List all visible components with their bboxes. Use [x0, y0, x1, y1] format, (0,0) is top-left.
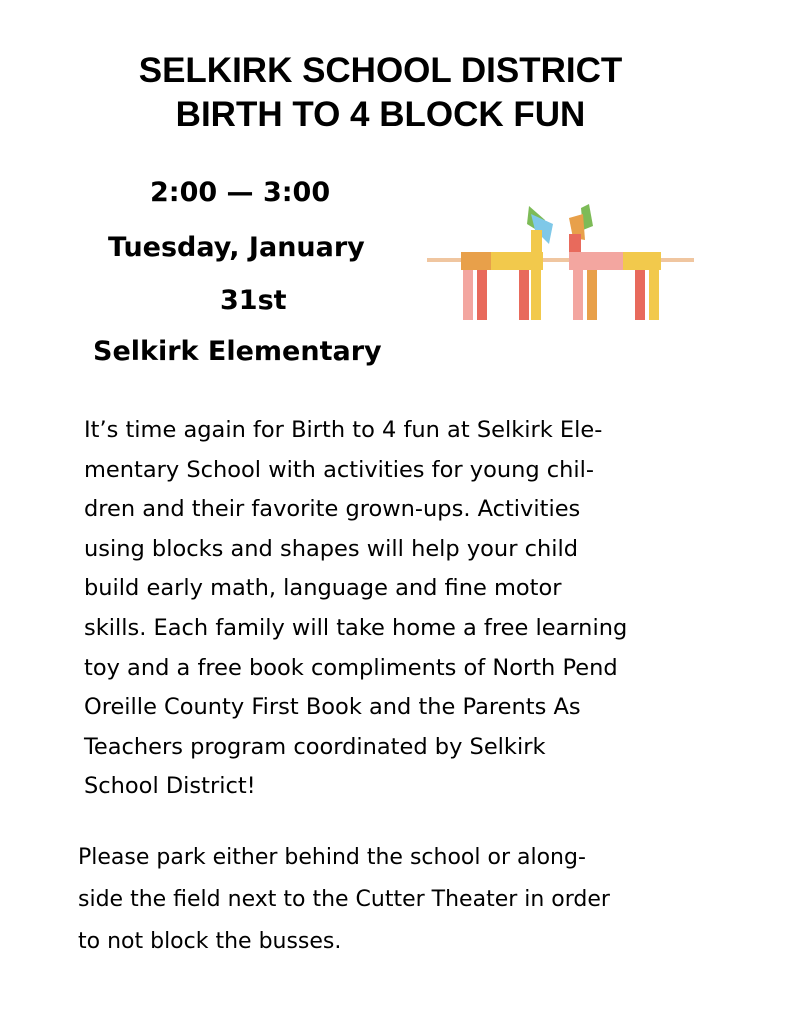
right-block-animal-icon — [569, 204, 661, 320]
description-line: School District! — [84, 773, 256, 800]
description-line: skills. Each family will take home a free learning — [84, 614, 628, 641]
event-date-line1: Tuesday, January — [108, 232, 365, 263]
event-time: 2:00 — 3:00 — [150, 177, 331, 208]
description-line: using blocks and shapes will help your child — [84, 535, 579, 562]
description-line: Teachers program coordinated by Selkirk — [84, 733, 546, 760]
parking-notice — [78, 837, 738, 963]
event-date-line2: 31st — [220, 285, 287, 316]
flyer-title-line2: BIRTH TO 4 BLOCK FUN — [175, 95, 586, 134]
event-description — [84, 411, 724, 807]
wooden-block-animals-illustration — [423, 200, 698, 332]
event-location: Selkirk Elementary — [93, 336, 382, 367]
description-line: Oreille County First Book and the Parents As — [84, 694, 581, 721]
description-line: mentary School with activities for young chil- — [84, 456, 595, 483]
left-block-animal-icon — [461, 206, 553, 320]
parking-line: Please park either behind the school or along- — [78, 845, 586, 870]
description-line: toy and a free book compliments of North Pend — [84, 654, 618, 681]
parking-line: side the field next to the Cutter Theater in order — [78, 887, 610, 912]
description-line: build early math, language and fine motor — [84, 575, 562, 602]
description-line: dren and their favorite grown-ups. Activities — [84, 496, 581, 523]
flyer-title-line1: SELKIRK SCHOOL DISTRICT — [138, 51, 623, 90]
parking-line: to not block the busses. — [78, 929, 342, 954]
description-line: It’s time again for Birth to 4 fun at Selkirk Ele- — [84, 417, 603, 443]
